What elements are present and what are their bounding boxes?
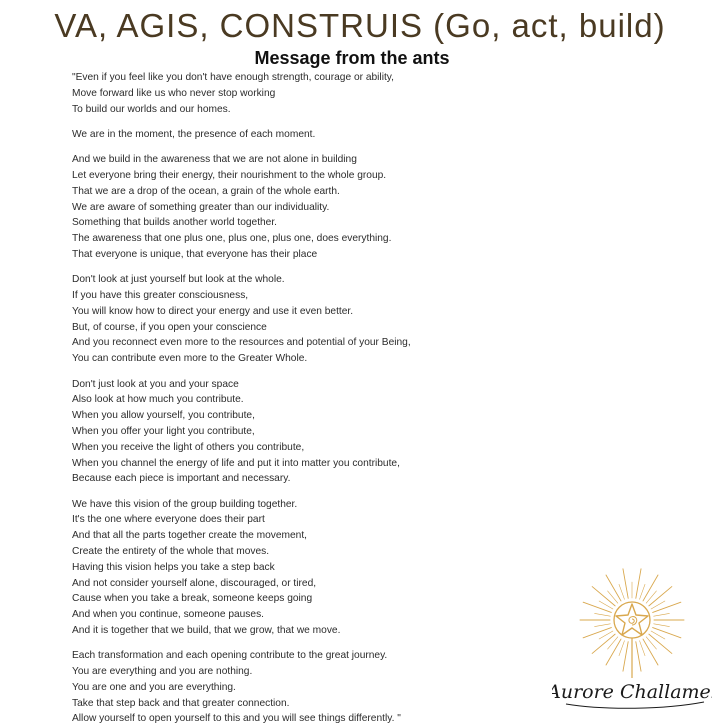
poem-line: You are everything and you are nothing.: [72, 666, 253, 678]
poem-line: When you channel the energy of life and put it into matter you contribute,: [72, 457, 400, 469]
poem-line: Create the entirety of the whole that moves.: [72, 546, 270, 558]
poem-line: It's the one where everyone does their part: [72, 514, 265, 526]
sunburst-ray: [654, 624, 670, 627]
sunburst-ray: [636, 569, 641, 599]
paragraph-gap: [72, 367, 542, 377]
poem-line: Cause when you take a break, someone keeps going: [72, 593, 313, 605]
poem-line: If you have this greater consciousness,: [72, 290, 249, 302]
sunburst-ray: [619, 584, 624, 599]
poem-line: We are aware of something greater than our individuality.: [72, 201, 330, 213]
poem-line: Having this vision helps you take a step back: [72, 561, 275, 573]
paragraph-gap: [72, 487, 542, 497]
paragraph-gap: [72, 117, 542, 127]
sunburst-ray: [606, 575, 621, 601]
poem-line: Something that builds another world together.: [72, 217, 278, 229]
poem-line: Because each piece is important and necessary.: [72, 473, 291, 485]
poem-line: When you receive the light of others you contribute,: [72, 441, 305, 453]
poem-line: You are one and you are everything.: [72, 681, 236, 693]
poem-line: To build our worlds and our homes.: [72, 103, 231, 115]
poem-line: Move forward like us who never stop working: [72, 87, 276, 99]
page-title: VA, AGIS, CONSTRUIS (Go, act, build): [54, 7, 666, 44]
poem-line: That we are a drop of the ocean, a grain of the whole earth.: [72, 185, 340, 197]
poem-line: When you offer your light you contribute,: [72, 425, 255, 437]
sunburst-ray: [654, 613, 670, 616]
poem-paragraph: [72, 152, 542, 263]
sunburst-ray: [640, 641, 645, 656]
poem-line: We have this vision of the group building together.: [72, 498, 298, 510]
poem-line: But, of course, if you open your conscience: [72, 321, 267, 333]
poem-line: And we build in the awareness that we are not alone in building: [72, 154, 357, 166]
poem-line: And you reconnect even more to the resources and potential of your Being,: [72, 337, 411, 349]
paragraph-gap: [72, 143, 542, 153]
poem-line: Take that step back and that greater connection.: [72, 697, 290, 709]
paragraph-gap: [72, 263, 542, 273]
poem-line: Don't look at just yourself but look at the whole.: [72, 274, 285, 286]
poem-line: And that all the parts together create the movement,: [72, 530, 308, 542]
poem-line: When you allow yourself, you contribute,: [72, 410, 255, 422]
sunburst-ray: [643, 575, 658, 601]
sunburst-ray: [606, 639, 621, 665]
poem-line: Let everyone bring their energy, their nourishment to the whole group.: [72, 169, 387, 181]
poem-line: The awareness that one plus one, plus one, plus one, does everything.: [72, 233, 392, 245]
author-logo: [552, 560, 712, 720]
sunburst-ray: [640, 584, 645, 599]
sunburst-ray: [619, 641, 624, 656]
poem-body: [72, 70, 542, 727]
poem-paragraph: [72, 70, 542, 117]
paragraph-gap: [72, 639, 542, 649]
poem-line: Each transformation and each opening contribute to the great journey.: [72, 650, 388, 662]
poem-paragraph: [72, 272, 542, 367]
poem-line: Also look at how much you contribute.: [72, 394, 244, 406]
poem-line: Allow yourself to open yourself to this and you will see things differently. ": [72, 713, 401, 725]
star-sunburst-icon: [552, 560, 712, 720]
sunburst-ray: [653, 628, 681, 638]
poem-line: "Even if you feel like you don't have enough strength, courage or ability,: [72, 72, 394, 83]
sunburst-ray: [636, 642, 641, 672]
sunburst-ray: [583, 602, 611, 612]
sunburst-ray: [623, 642, 628, 672]
page-subtitle: Message from the ants: [254, 48, 450, 68]
poem-paragraph: [72, 648, 542, 727]
poem-paragraph: [72, 127, 542, 143]
poem-line: And when you continue, someone pauses.: [72, 609, 264, 621]
sunburst-ray: [583, 628, 611, 638]
poem-line: You can contribute even more to the Greater Whole.: [72, 353, 308, 365]
poem-paragraph: [72, 377, 542, 488]
poem-line: We are in the moment, the presence of each moment.: [72, 128, 316, 140]
poem-line: You will know how to direct your energy and use it even better.: [72, 305, 354, 317]
poem-line: And it is together that we build, that we grow, that we move.: [72, 625, 341, 636]
sunburst-ray: [595, 613, 611, 616]
poem-paragraph: [72, 497, 542, 639]
poem-line: And not consider yourself alone, discouraged, or tired,: [72, 577, 317, 589]
sunburst-ray: [653, 602, 681, 612]
signature-text: Aurore Challamel: [552, 681, 712, 703]
poem-line: That everyone is unique, that everyone has their place: [72, 248, 318, 260]
poem-line: Don't just look at you and your space: [72, 378, 239, 390]
sunburst-ray: [595, 624, 611, 627]
sunburst-ray: [623, 569, 628, 599]
sunburst-ray: [643, 639, 658, 665]
